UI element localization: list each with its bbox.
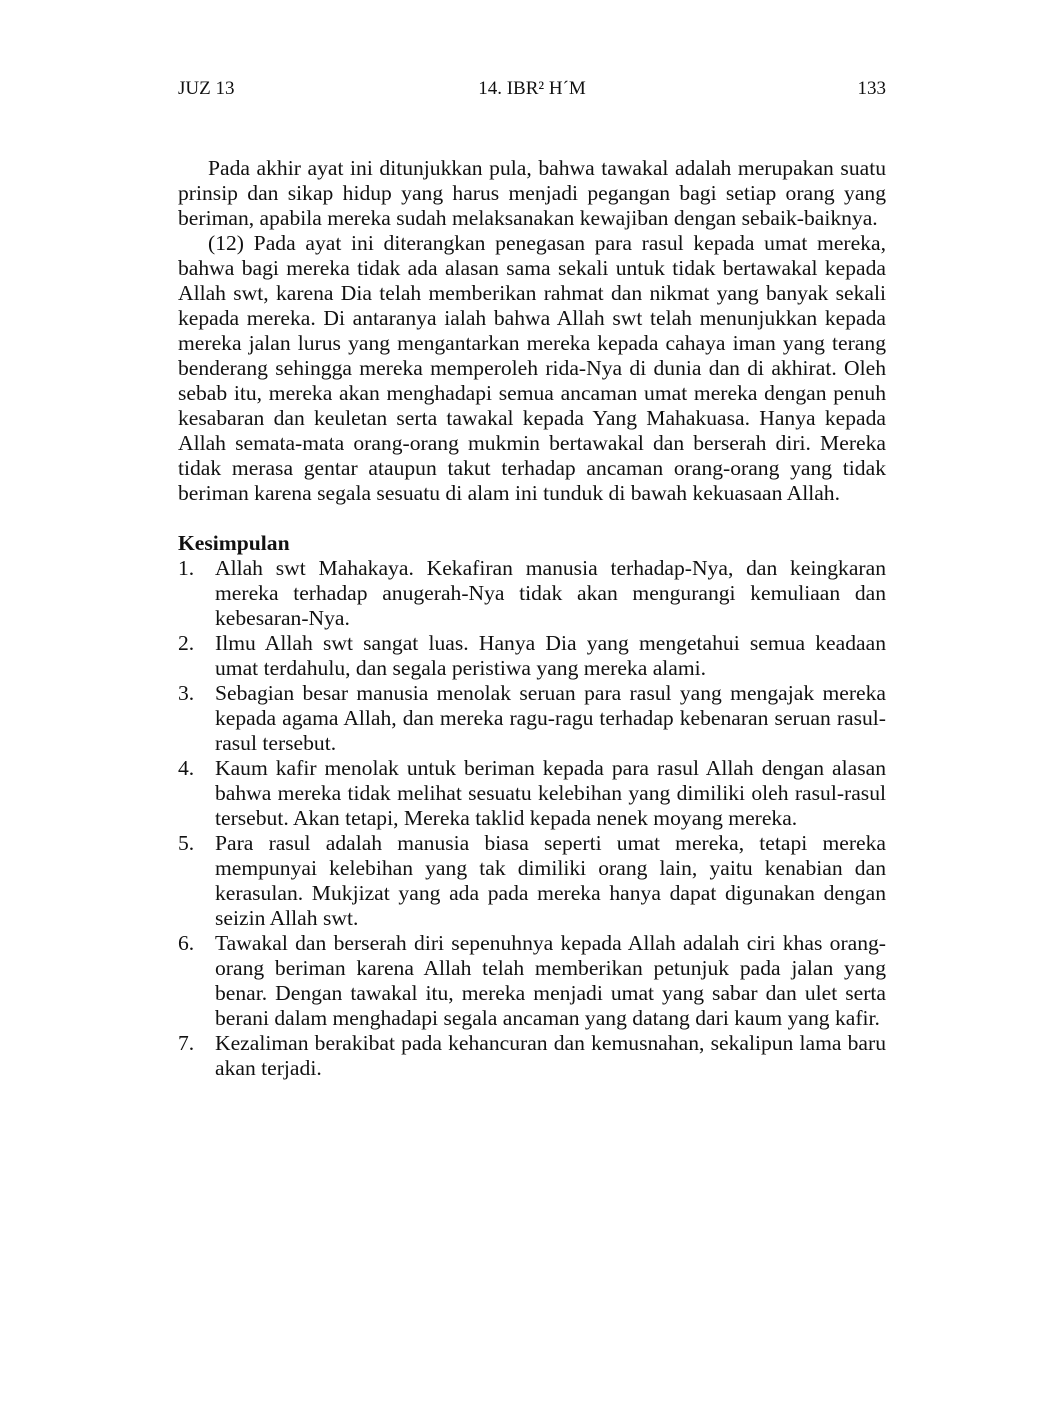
list-item-number: 7.	[178, 1031, 195, 1055]
body-text	[178, 156, 886, 1081]
list-item-text: Allah swt Mahakaya. Kekafiran manusia terhadap-Nya, dan keingkaran mereka terhadap anugerah-Nya tidak akan mengurangi kemuliaan dan kebesaran-Nya.	[215, 556, 886, 630]
book-page	[178, 72, 886, 1081]
list-item-number: 2.	[178, 631, 195, 655]
chapter-title: 14. IBR² H´M	[478, 78, 586, 99]
conclusion-list	[178, 556, 886, 1081]
list-item-text: Kezaliman berakibat pada kehancuran dan kemusnahan, sekalipun lama baru akan terjadi.	[215, 1031, 886, 1080]
list-item-number: 1.	[178, 556, 195, 580]
paragraph-tawakal: Pada akhir ayat ini ditunjukkan pula, bahwa tawakal adalah merupakan suatu prinsip dan sikap hidup yang harus menjadi pegangan bagi setiap orang yang beriman, apabila mereka sudah melaksanakan kewajiban dengan sebaik-baiknya.	[178, 156, 886, 230]
list-item	[178, 556, 886, 631]
list-item-text: Sebagian besar manusia menolak seruan para rasul yang mengajak mereka kepada agama Allah, dan mereka ragu-ragu terhadap kebenaran seruan rasul-rasul tersebut.	[215, 681, 886, 755]
list-item-number: 5.	[178, 831, 195, 855]
list-item	[178, 631, 886, 681]
list-item-number: 3.	[178, 681, 195, 705]
list-item-text: Ilmu Allah swt sangat luas. Hanya Dia yang mengetahui semua keadaan umat terdahulu, dan segala peristiwa yang mereka alami.	[215, 631, 886, 680]
list-item-text: Para rasul adalah manusia biasa seperti umat mereka, tetapi mereka mempunyai kelebihan yang tak dimiliki orang lain, yaitu kenabian dan kerasulan. Mukjizat yang ada pada mereka hanya dapat digunakan dengan seizin Allah swt.	[215, 831, 886, 930]
list-item-text: Kaum kafir menolak untuk beriman kepada para rasul Allah dengan alasan bahwa mereka tidak melihat sesuatu kelebihan yang dimiliki oleh rasul-rasul tersebut. Akan tetapi, Mereka taklid kepada nenek moyang mereka.	[215, 756, 886, 830]
list-item-number: 4.	[178, 756, 195, 780]
list-item	[178, 831, 886, 931]
section-title-kesimpulan: Kesimpulan	[178, 531, 290, 555]
list-item-text: Tawakal dan berserah diri sepenuhnya kepada Allah adalah ciri khas orang-orang beriman karena Allah telah memberikan petunjuk pada jalan yang benar. Dengan tawakal itu, mereka menjadi umat yang sabar dan ulet serta berani dalam menghadapi segala ancaman yang datang dari kaum yang kafir.	[215, 931, 886, 1030]
page-number: 133	[857, 78, 886, 99]
juz-label: JUZ 13	[178, 78, 235, 99]
list-item	[178, 756, 886, 831]
list-item	[178, 931, 886, 1031]
list-item-number: 6.	[178, 931, 195, 955]
paragraph-verse-12: (12) Pada ayat ini diterangkan penegasan para rasul kepada umat mereka, bahwa bagi mereka tidak ada alasan sama sekali untuk tidak bertawakal kepada Allah swt, karena Dia telah memberikan rahmat dan nikmat yang banyak sekali kepada mereka. Di antaranya ialah bahwa Allah swt telah menunjukkan kepada mereka jalan lurus yang mengantarkan mereka kepada cahaya iman yang terang benderang sehingga mereka memperoleh rida-Nya di dunia dan di akhirat. Oleh sebab itu, mereka akan menghadapi semua ancaman umat mereka dengan penuh kesabaran dan keuletan serta tawakal kepada Yang Mahakuasa. Hanya kepada Allah semata-mata orang-orang mukmin bertawakal dan berserah diri. Mereka tidak merasa gentar ataupun takut terhadap ancaman orang-orang yang tidak beriman karena segala sesuatu di alam ini tunduk di bawah kekuasaan Allah.	[178, 231, 886, 505]
running-header	[178, 72, 886, 106]
list-item	[178, 1031, 886, 1081]
list-item	[178, 681, 886, 756]
